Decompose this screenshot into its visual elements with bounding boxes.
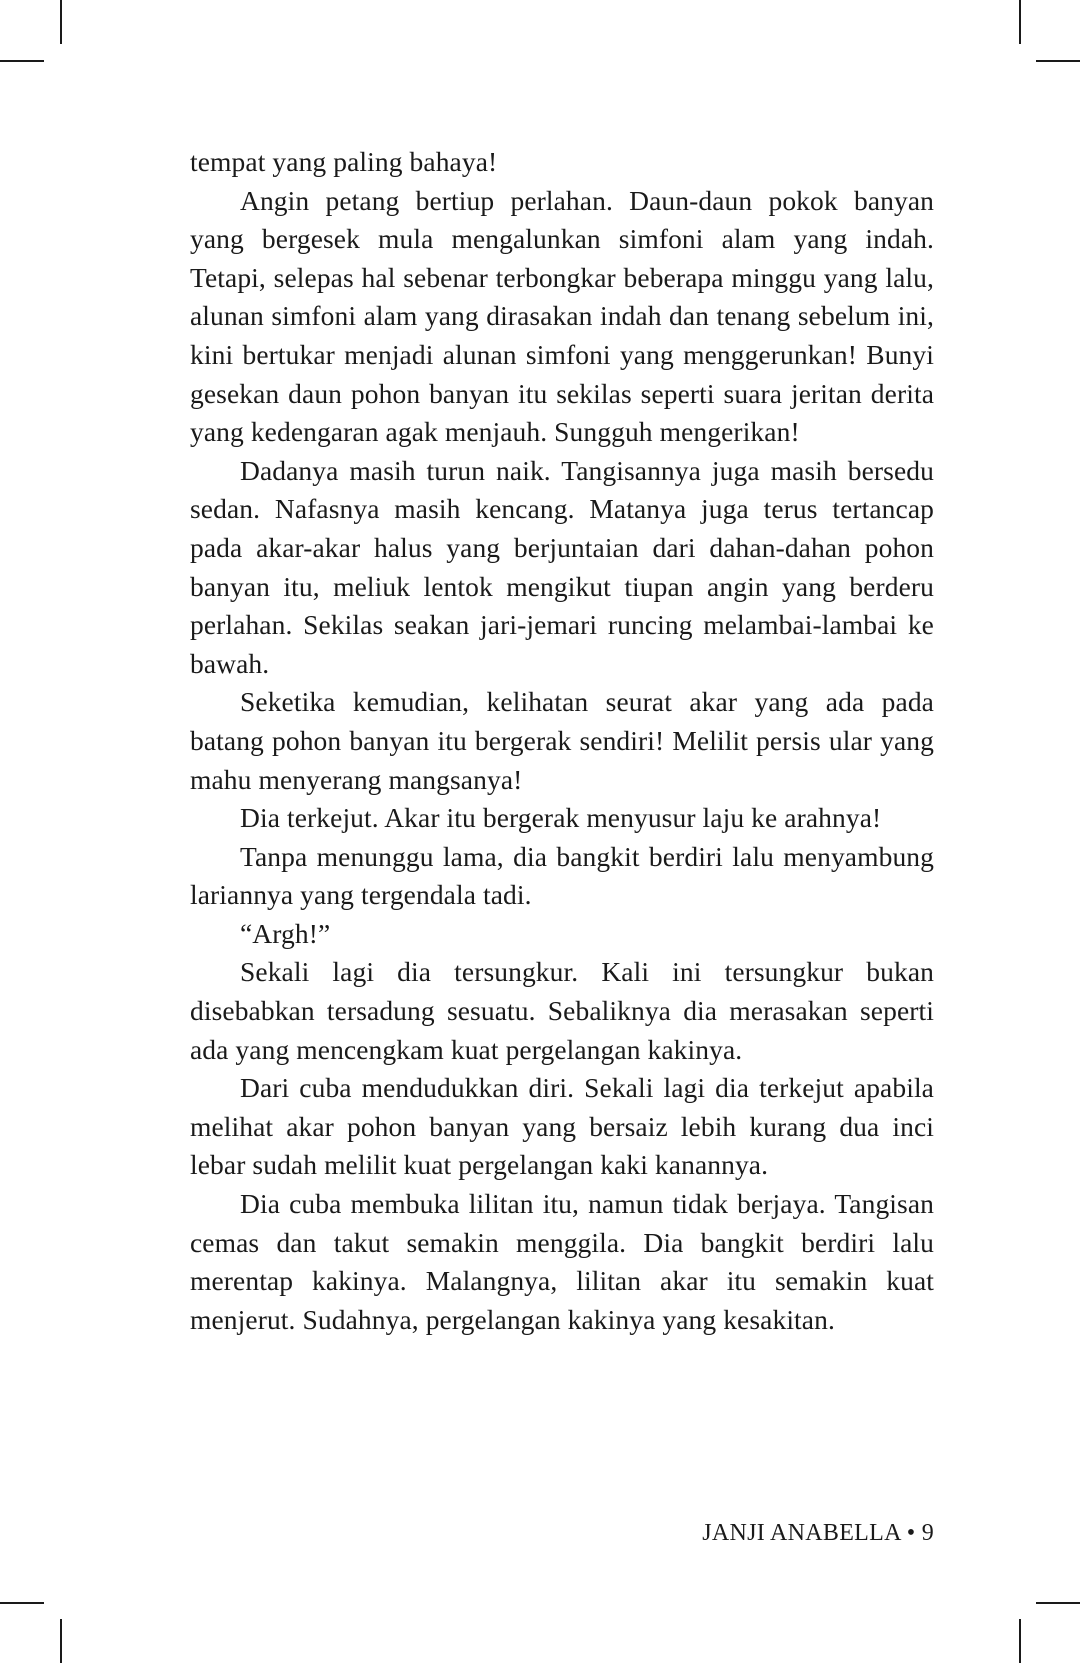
- paragraph: Dia terkejut. Akar itu bergerak menyusur laju ke arahnya!: [240, 802, 882, 834]
- paragraph: Seketika kemudian, kelihatan seurat akar yang ada pada batang pohon banyan itu bergerak sendiri! Melilit persis ular yang mahu menyerang mangsanya!: [190, 686, 934, 795]
- body-text: [190, 143, 934, 1339]
- paragraph: Dia cuba membuka lilitan itu, namun tidak berjaya. Tangisan cemas dan takut semakin menggila. Dia bangkit berdiri lalu merentap kakinya. Malangnya, lilitan akar itu semakin kuat menjerut. Sudahnya, pergelangan kakinya yang kesakitan.: [190, 1188, 934, 1335]
- crop-mark-top-right-horizontal: [1036, 60, 1080, 62]
- crop-mark-bottom-right-horizontal: [1036, 1602, 1080, 1604]
- crop-mark-bottom-left-vertical: [60, 1619, 62, 1663]
- paragraph: Sekali lagi dia tersungkur. Kali ini tersungkur bukan disebabkan tersadung sesuatu. Sebaliknya dia merasakan seperti ada yang mencengkam kuat pergelangan kakinya.: [190, 956, 934, 1065]
- paragraph: Angin petang bertiup perlahan. Daun-daun pokok banyan yang bergesek mula mengalunkan simfoni alam yang indah. Tetapi, selepas hal sebenar terbongkar beberapa minggu yang lalu, alunan simfoni alam yang dirasakan indah dan tenang sebelum ini, kini bertukar menjadi alunan simfoni yang menggerunkan! Bunyi gesekan daun pohon banyan itu sekilas seperti suara jeritan derita yang kedengaran agak menjauh. Sungguh mengerikan!: [190, 184, 934, 448]
- crop-mark-top-right-vertical: [1019, 0, 1021, 44]
- crop-mark-bottom-left-horizontal: [0, 1602, 44, 1604]
- running-footer: JANJI ANABELLA • 9: [702, 1520, 934, 1546]
- paragraph: Dari cuba mendudukkan diri. Sekali lagi dia terkejut apabila melihat akar pohon banyan yang bersaiz lebih kurang dua inci lebar sudah melilit kuat pergelangan kaki kanannya.: [190, 1072, 934, 1181]
- crop-mark-bottom-right-vertical: [1019, 1619, 1021, 1663]
- paragraph: “Argh!”: [240, 917, 331, 949]
- paragraph: Dadanya masih turun naik. Tangisannya juga masih bersedu sedan. Nafasnya masih kencang. Matanya juga terus tertancap pada akar-akar halus yang berjuntaian dari dahan-dahan pohon banyan itu, meliuk lentok mengikut tiupan angin yang berderu perlahan. Sekilas seakan jari-jemari runcing melambai-lambai ke bawah.: [190, 454, 934, 679]
- crop-mark-top-left-horizontal: [0, 60, 44, 62]
- paragraph: tempat yang paling bahaya!: [190, 146, 498, 177]
- crop-mark-top-left-vertical: [60, 0, 62, 44]
- paragraph: Tanpa menunggu lama, dia bangkit berdiri lalu menyambung lariannya yang tergendala tadi.: [190, 840, 934, 911]
